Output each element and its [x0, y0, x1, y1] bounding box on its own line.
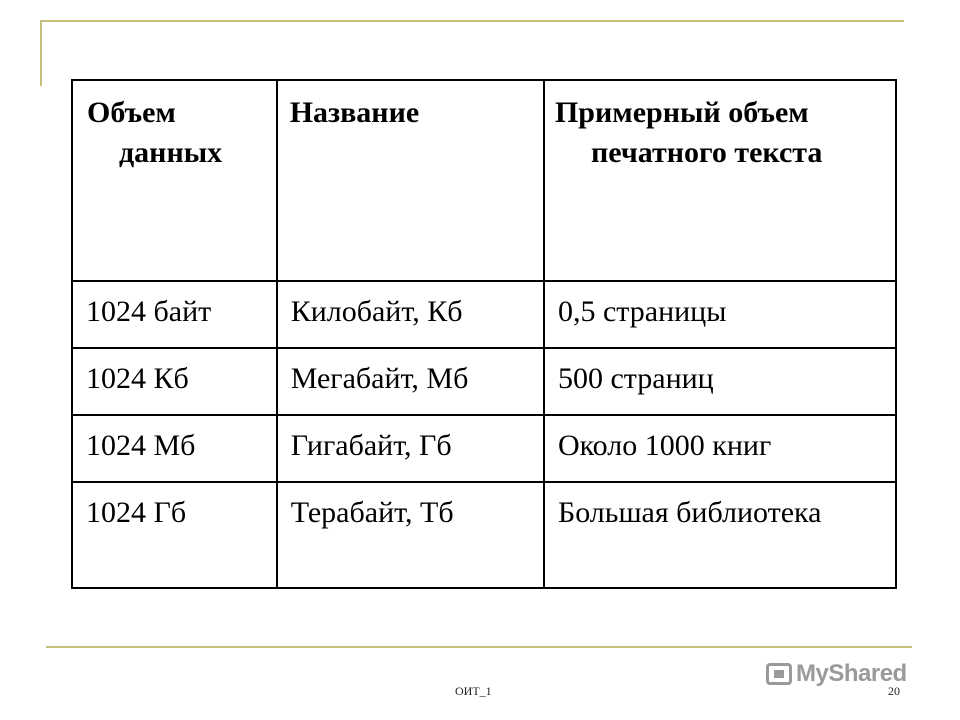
- watermark: [766, 660, 907, 688]
- table-cell: Терабайт, Тб: [277, 482, 544, 588]
- table-cell: 1024 Гб: [72, 482, 277, 588]
- table-cell: 1024 Кб: [72, 348, 277, 415]
- table-header-row: [72, 80, 896, 281]
- header-text: печатного текста: [590, 136, 823, 169]
- table-cell: Мегабайт, Мб: [277, 348, 544, 415]
- header-cell-approx-volume: [544, 80, 896, 281]
- header-text: данных: [119, 136, 223, 169]
- data-volume-table: [71, 79, 897, 589]
- table-row: [72, 482, 896, 588]
- table-cell: 1024 Мб: [72, 415, 277, 482]
- header-cell-volume: [72, 80, 277, 281]
- left-accent-line: [40, 20, 42, 86]
- header-text: Примерный объем: [554, 96, 809, 129]
- table-cell: 0,5 страницы: [544, 281, 896, 348]
- header-text: Объем: [87, 96, 176, 129]
- table-cell: 1024 байт: [72, 281, 277, 348]
- table-row: [72, 415, 896, 482]
- table-row: [72, 281, 896, 348]
- watermark-text: MyShared: [796, 660, 907, 687]
- table-cell: 500 страниц: [544, 348, 896, 415]
- bottom-accent-line: [46, 646, 912, 648]
- table-cell: Около 1000 книг: [544, 415, 896, 482]
- table-cell: Килобайт, Кб: [277, 281, 544, 348]
- page-number: 20: [888, 684, 900, 698]
- mysharer-logo-icon: [766, 663, 792, 685]
- footer-label: ОИТ_1: [455, 684, 492, 698]
- table-row: [72, 348, 896, 415]
- header-text: Название: [289, 96, 420, 129]
- header-cell-name: [277, 80, 544, 281]
- table-cell: Гигабайт, Гб: [277, 415, 544, 482]
- top-accent-line: [40, 20, 904, 22]
- table-cell: Большая библиотека: [544, 482, 896, 588]
